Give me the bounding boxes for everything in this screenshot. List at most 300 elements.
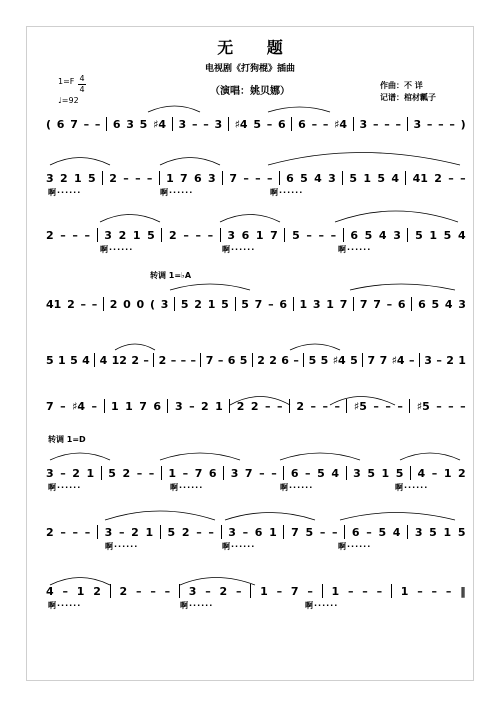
barline: [97, 525, 98, 539]
note: –: [347, 584, 354, 598]
note: 2: [109, 171, 117, 185]
barline: [160, 525, 161, 539]
note: 3: [414, 525, 423, 539]
note: ♯4: [234, 117, 248, 131]
note: 1: [207, 297, 216, 311]
note: –: [208, 525, 214, 539]
modulation-label: 转调 1=♭A: [150, 271, 192, 280]
note: 3: [328, 171, 336, 185]
note: –: [183, 228, 189, 242]
note: 6: [286, 171, 294, 185]
note: 6: [281, 353, 289, 367]
note: 4: [314, 171, 322, 185]
composer-credit: 作曲：不 详: [380, 81, 423, 90]
note: 5: [378, 525, 387, 539]
note: 4: [457, 228, 466, 242]
note: 12: [111, 353, 127, 367]
note: 6: [56, 117, 65, 131]
barline: [283, 466, 284, 480]
note: –: [60, 228, 66, 242]
meter-top: 4: [79, 74, 85, 83]
note: 7: [229, 171, 237, 185]
note: 4: [391, 171, 399, 185]
singer-credit: （演唱：姚贝娜）: [210, 86, 290, 97]
note: 5: [415, 228, 423, 242]
note: 1: [215, 399, 223, 413]
note: 1: [260, 584, 268, 598]
note: –: [385, 399, 391, 413]
tempo-marking: ♩=92: [58, 96, 79, 105]
note: –: [136, 584, 142, 598]
note: 5: [395, 466, 404, 480]
transcriber-credit: 记谱：棺材瓤子: [380, 93, 436, 102]
note: –: [146, 171, 153, 185]
barline: [101, 466, 102, 480]
note: 6: [254, 525, 263, 539]
note: 1: [299, 297, 308, 311]
barline: [103, 297, 104, 311]
barline: [344, 525, 345, 539]
note: 6: [350, 228, 358, 242]
note: 5: [253, 117, 261, 131]
note: 3: [359, 117, 368, 131]
note: –: [118, 525, 125, 539]
note: 7: [367, 353, 376, 367]
notation-line: [46, 296, 466, 312]
note: –: [386, 297, 393, 311]
note: 5: [180, 297, 189, 311]
barline: [167, 399, 168, 413]
note: 4: [378, 228, 387, 242]
note: 6: [397, 297, 406, 311]
note: –: [195, 228, 201, 242]
note: 5: [364, 228, 373, 242]
barline: [235, 297, 236, 311]
notation-line: [46, 465, 466, 481]
note: –: [60, 466, 66, 480]
note: –: [259, 466, 265, 480]
note: 3: [46, 466, 54, 480]
barline: [322, 584, 323, 598]
note: –: [60, 525, 66, 539]
note: –: [384, 117, 390, 131]
note: 5: [457, 525, 466, 539]
note: 1: [168, 466, 177, 480]
note: –: [266, 171, 273, 185]
note: 2: [219, 584, 228, 598]
song-subtitle: 电视剧《打狗棍》插曲: [204, 64, 295, 74]
note: 6: [279, 297, 287, 311]
note: –: [136, 466, 143, 480]
note: 1: [132, 228, 141, 242]
note: 1: [73, 171, 82, 185]
note: –: [268, 297, 274, 311]
note: ♯4: [153, 117, 167, 131]
barline: [362, 353, 363, 367]
note: –: [319, 525, 326, 539]
note: –: [91, 399, 98, 413]
barline: [346, 466, 347, 480]
note: –: [436, 353, 442, 367]
note: –: [189, 399, 195, 413]
note: 6: [298, 117, 306, 131]
note: 5: [431, 297, 440, 311]
note: –: [276, 584, 283, 598]
lyric: 啊······: [338, 245, 372, 254]
note: ♯5: [416, 399, 430, 413]
note: –: [334, 399, 340, 413]
note: –: [182, 466, 189, 480]
note: 5: [317, 466, 325, 480]
lyric: 啊······: [105, 542, 139, 551]
note: 6: [278, 117, 286, 131]
note: 1: [166, 171, 174, 185]
note: –: [310, 399, 317, 413]
note: 6: [227, 353, 236, 367]
lyric: 啊······: [100, 245, 134, 254]
note: 3: [312, 297, 321, 311]
note: 5: [377, 171, 386, 185]
note: ♯4: [72, 399, 86, 413]
note: 5: [241, 297, 249, 311]
note: 1: [443, 525, 452, 539]
note: 6: [290, 466, 299, 480]
note: 3: [104, 228, 112, 242]
barline: [279, 171, 280, 185]
note: –: [243, 171, 249, 185]
note: –: [148, 466, 155, 480]
note: 2: [236, 399, 245, 413]
note: 7: [339, 297, 348, 311]
note: –: [266, 117, 273, 131]
note: 1: [76, 584, 85, 598]
note: 5: [349, 171, 358, 185]
note: 2: [201, 399, 209, 413]
note: 2: [250, 399, 259, 413]
note: 4: [392, 525, 401, 539]
barline: [252, 353, 253, 367]
note: (: [46, 117, 52, 131]
barline: [303, 353, 304, 367]
note: –: [217, 353, 224, 367]
note: 3: [227, 228, 235, 242]
barline: [200, 353, 201, 367]
note: 6: [153, 399, 162, 413]
lyric: 啊······: [48, 188, 82, 197]
time-signature: [78, 75, 86, 94]
note: 6: [194, 171, 202, 185]
barline: [409, 399, 410, 413]
note: 3: [413, 117, 422, 131]
note: –: [408, 353, 415, 367]
barline: [407, 228, 408, 242]
note: 1: [326, 297, 334, 311]
note: –: [207, 228, 214, 242]
note: 7: [46, 399, 54, 413]
note: 3: [188, 584, 197, 598]
barline: [407, 117, 408, 131]
notation-line: [46, 352, 466, 368]
note: 5: [308, 353, 317, 367]
note: 5: [300, 171, 308, 185]
note: 7: [373, 297, 381, 311]
notation-line: [46, 170, 466, 186]
note: 2: [158, 353, 167, 367]
note: 3: [174, 399, 183, 413]
barline: [179, 584, 180, 598]
note: 7: [180, 171, 188, 185]
notation-line: [46, 227, 466, 243]
note: 5: [429, 525, 437, 539]
barline: [346, 399, 347, 413]
barline: [110, 584, 111, 598]
barline: [419, 353, 420, 367]
notation-line: [46, 398, 466, 414]
note: –: [448, 171, 454, 185]
note: –: [72, 525, 79, 539]
barline: [250, 584, 251, 598]
note: –: [271, 466, 277, 480]
note: ♯4: [334, 117, 348, 131]
note: 5: [147, 228, 155, 242]
barline: [284, 228, 285, 242]
note: 5: [87, 171, 96, 185]
note: 1: [363, 171, 372, 185]
lyric: 啊······: [270, 188, 304, 197]
note: 1: [443, 466, 452, 480]
note: 2: [67, 297, 75, 311]
barline: [153, 353, 154, 367]
note: 2: [122, 466, 131, 480]
note: –: [203, 117, 209, 131]
barline: [223, 466, 224, 480]
note: 2: [59, 171, 68, 185]
note: 1: [458, 353, 466, 367]
barline: [411, 297, 412, 311]
barline: [289, 399, 290, 413]
note: 2: [119, 584, 128, 598]
note: 2: [458, 466, 466, 480]
note: 3: [160, 297, 169, 311]
barline: [353, 117, 354, 131]
note: –: [83, 117, 90, 131]
barline: [222, 171, 223, 185]
barline: [161, 466, 162, 480]
barline: [97, 228, 98, 242]
note: –: [80, 297, 86, 311]
note: 7: [244, 466, 253, 480]
note: –: [62, 584, 68, 598]
barline: [228, 117, 229, 131]
note: –: [196, 525, 202, 539]
lyric: 啊······: [160, 188, 194, 197]
note: 3: [230, 466, 239, 480]
note: 1: [381, 466, 390, 480]
note: –: [417, 584, 423, 598]
barline: [172, 117, 173, 131]
note: 1: [255, 228, 264, 242]
note: –: [322, 399, 329, 413]
note: –: [373, 399, 379, 413]
barline: [159, 171, 160, 185]
note: –: [180, 353, 187, 367]
note: 7: [254, 297, 263, 311]
note: –: [72, 228, 78, 242]
note: –: [397, 399, 403, 413]
note: –: [311, 117, 318, 131]
note: 7: [290, 584, 299, 598]
note: 41: [412, 171, 428, 185]
note: –: [190, 353, 196, 367]
note: –: [460, 171, 466, 185]
note: 7: [379, 353, 388, 367]
note: 2: [269, 353, 277, 367]
note: 1: [125, 399, 133, 413]
note: 2: [446, 353, 454, 367]
note: –: [205, 584, 211, 598]
note: 5: [221, 297, 229, 311]
note: –: [236, 584, 242, 598]
note: –: [307, 584, 313, 598]
note: 3: [126, 117, 134, 131]
note: 3: [46, 171, 54, 185]
note: (: [149, 297, 155, 311]
lyric: 啊······: [280, 483, 314, 492]
song-title: 无 题: [217, 38, 297, 57]
note: 2: [194, 297, 202, 311]
note: –: [448, 399, 454, 413]
note: 5: [46, 353, 54, 367]
note: 1: [86, 466, 95, 480]
note: 2: [46, 525, 54, 539]
note: 4: [417, 466, 426, 480]
note: –: [150, 584, 156, 598]
notation-line: [46, 524, 466, 540]
notation-line: [46, 116, 466, 132]
note: –: [255, 171, 261, 185]
note: 3: [104, 525, 113, 539]
note: –: [366, 525, 372, 539]
note: 3: [228, 525, 236, 539]
note: –: [332, 525, 338, 539]
lyric: 啊······: [170, 483, 204, 492]
note: –: [123, 171, 129, 185]
lyric: 啊······: [48, 601, 82, 610]
barline: [391, 584, 392, 598]
barline: [283, 525, 284, 539]
note: –: [322, 117, 329, 131]
note: ♯4: [332, 353, 346, 367]
note: 1: [331, 584, 340, 598]
note: 1: [400, 584, 409, 598]
note: 7: [359, 297, 368, 311]
note: 5: [70, 353, 78, 367]
note: 2: [118, 228, 127, 242]
note: –: [84, 228, 91, 242]
note: –: [438, 117, 444, 131]
note: 3: [208, 171, 216, 185]
barline: [221, 525, 222, 539]
lyric: 啊······: [48, 483, 82, 492]
note: 1: [110, 399, 119, 413]
note: –: [426, 117, 433, 131]
barline: [407, 525, 408, 539]
note: 5: [350, 353, 358, 367]
note: –: [265, 399, 271, 413]
note: 5: [108, 466, 116, 480]
note: 4: [99, 353, 108, 367]
modulation-label: 转调 1=D: [48, 435, 86, 444]
note: –: [445, 584, 452, 598]
note: 41: [46, 297, 62, 311]
note: 4: [46, 584, 54, 598]
note: 5: [167, 525, 176, 539]
note: –: [242, 525, 249, 539]
note: –: [94, 117, 101, 131]
note: –: [143, 353, 149, 367]
lyric: 啊······: [338, 542, 372, 551]
note: 5: [305, 525, 314, 539]
note: –: [293, 353, 299, 367]
barline: [405, 171, 406, 185]
barline: [293, 297, 294, 311]
note: 1: [269, 525, 277, 539]
barline: [104, 399, 105, 413]
note: 6: [418, 297, 426, 311]
note: –: [60, 399, 66, 413]
note: 2: [131, 353, 139, 367]
note: 2: [109, 297, 118, 311]
note: 3: [424, 353, 432, 367]
note: –: [395, 117, 401, 131]
note: –: [431, 466, 438, 480]
note: ♯4: [391, 353, 405, 367]
note: 7: [70, 117, 78, 131]
note: 7: [205, 353, 214, 367]
note: –: [436, 399, 442, 413]
note: 2: [169, 228, 177, 242]
note: 3: [353, 466, 361, 480]
note: 5: [139, 117, 148, 131]
note: 2: [434, 171, 442, 185]
note: –: [164, 584, 171, 598]
note: 6: [241, 228, 250, 242]
note: –: [330, 228, 337, 242]
note: –: [449, 117, 455, 131]
note: ): [460, 117, 466, 131]
key-signature: 1=F: [58, 77, 75, 86]
note: 0: [136, 297, 145, 311]
note: 3: [393, 228, 401, 242]
lyric: 啊······: [395, 483, 429, 492]
barline: [94, 353, 95, 367]
note: 7: [194, 466, 203, 480]
note: 7: [270, 228, 278, 242]
note: –: [431, 584, 437, 598]
note: 2: [46, 228, 54, 242]
meter-bottom: 4: [79, 85, 85, 94]
note: 3: [458, 297, 466, 311]
note: 2: [93, 584, 101, 598]
note: –: [362, 584, 368, 598]
barline: [174, 297, 175, 311]
note: 5: [292, 228, 300, 242]
note: –: [191, 117, 198, 131]
note: –: [135, 171, 141, 185]
lyric: 啊······: [222, 245, 256, 254]
note: –: [376, 584, 383, 598]
note: 6: [112, 117, 121, 131]
